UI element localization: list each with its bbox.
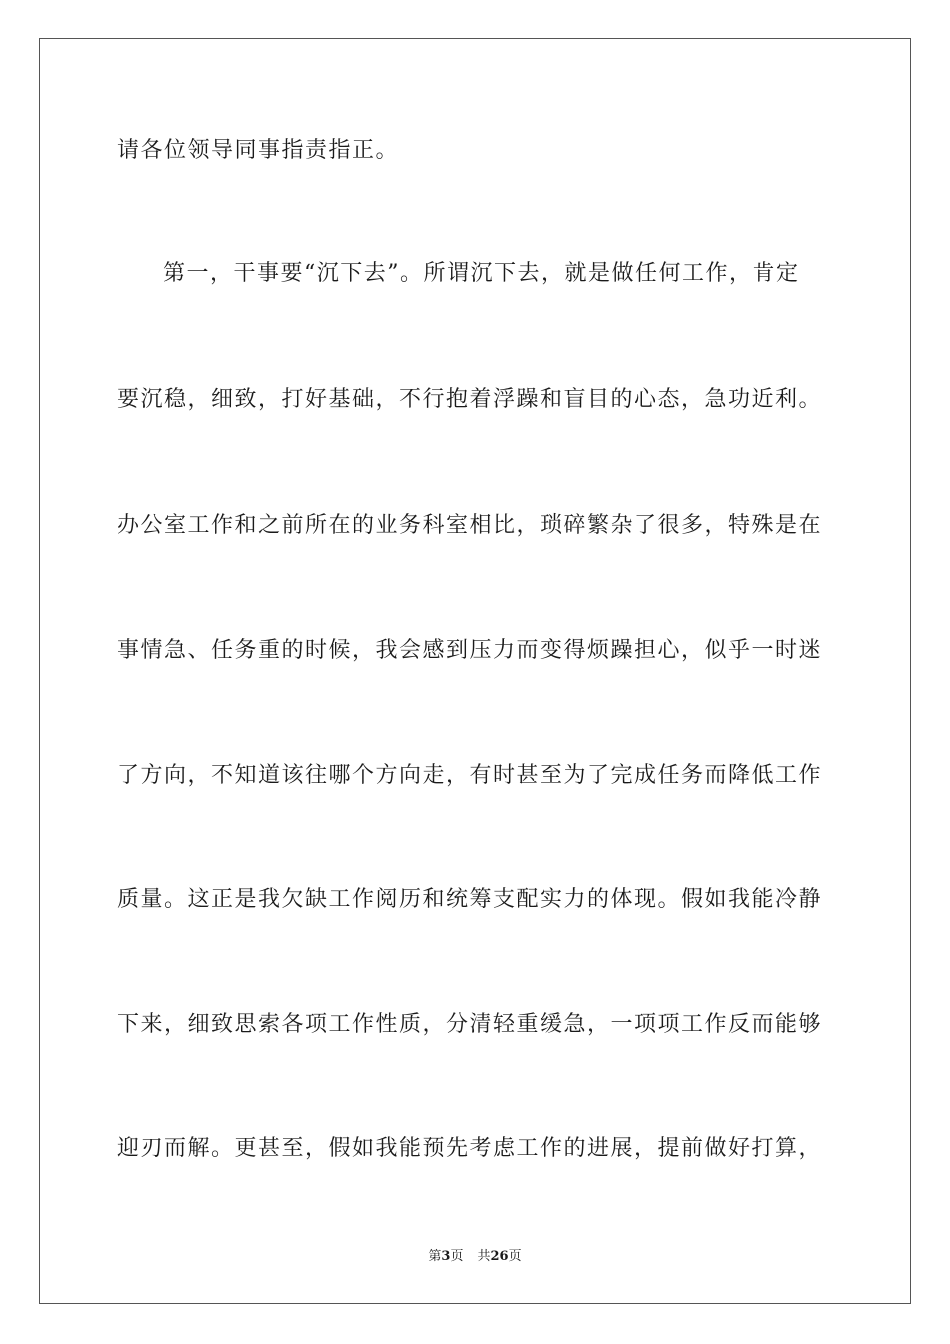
text-line-6: 了方向，不知道该往哪个方向走，有时甚至为了完成任务而降低工作 [117,763,823,788]
text-line-8: 下来，细致思索各项工作性质，分清轻重缓急，一项项工作反而能够 [117,1012,823,1037]
footer-page-number: 3 [441,1249,451,1264]
page-footer [0,1249,950,1265]
footer-total-pages: 26 [490,1249,509,1264]
text-line-5: 事情急、任务重的时候，我会感到压力而变得烦躁担心，似乎一时迷 [117,638,823,663]
text-line-4: 办公室工作和之前所在的业务科室相比，琐碎繁杂了很多，特殊是在 [117,513,823,538]
footer-page-suffix: 页 [450,1249,464,1264]
footer-page-prefix: 第 [428,1249,442,1264]
footer-total-suffix: 页 [508,1249,522,1264]
text-line-3: 要沉稳，细致，打好基础，不行抱着浮躁和盲目的心态，急功近利。 [117,387,823,412]
text-line-7: 质量。这正是我欠缺工作阅历和统筹支配实力的体现。假如我能冷静 [117,887,823,912]
text-line-1: 请各位领导同事指责指正。 [117,138,400,163]
text-line-2: 第一，干事要“沉下去”。所谓沉下去，就是做任何工作，肯定 [163,261,800,286]
footer-total-prefix: 共 [477,1249,491,1264]
text-line-9: 迎刃而解。更甚至，假如我能预先考虑工作的进展，提前做好打算， [117,1136,823,1161]
page-frame [39,38,911,1304]
